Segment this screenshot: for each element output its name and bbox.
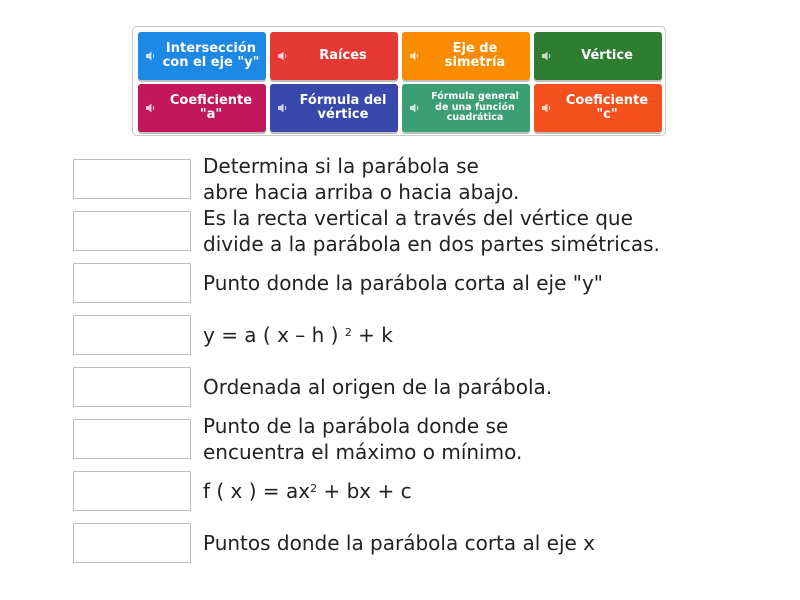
tile-label: Coeficiente "c"	[565, 93, 649, 122]
formula-text: + k	[351, 323, 393, 347]
tile-vertice[interactable]	[534, 32, 662, 80]
formula-exponent: 2	[310, 482, 318, 495]
drop-slot[interactable]	[73, 523, 191, 563]
tile-formula-del-vertice[interactable]	[270, 84, 398, 132]
drop-slot[interactable]	[73, 211, 191, 251]
formula-text: y = a ( x – h )	[203, 323, 345, 347]
tile-label: Intersección con el eje "y"	[162, 41, 260, 70]
formula-text: f ( x ) = ax	[203, 479, 311, 503]
drop-slot[interactable]	[73, 315, 191, 355]
drop-slot[interactable]	[73, 367, 191, 407]
row-formula-general	[203, 471, 783, 511]
match-row	[73, 315, 773, 357]
speaker-icon[interactable]	[277, 50, 289, 62]
speaker-icon[interactable]	[541, 50, 553, 62]
drop-slot[interactable]	[73, 263, 191, 303]
row-description: Punto donde la parábola corta al eje "y"	[203, 271, 603, 295]
speaker-icon[interactable]	[541, 102, 553, 114]
tile-coeficiente-c[interactable]	[534, 84, 662, 132]
tile-label: Fórmula general de una función cuadrática	[431, 91, 519, 124]
speaker-icon[interactable]	[409, 102, 421, 114]
row-description: Determina si la parábola se abre hacia arriba o hacia abajo.	[203, 154, 520, 204]
row-description: Punto de la parábola donde se encuentra el máximo o mínimo.	[203, 414, 523, 464]
tile-formula-general[interactable]	[402, 84, 530, 132]
tile-eje-de-simetria[interactable]	[402, 32, 530, 80]
speaker-icon[interactable]	[409, 50, 421, 62]
row-description: Puntos donde la parábola corta al eje x	[203, 531, 596, 555]
speaker-icon[interactable]	[145, 102, 157, 114]
tile-label: Fórmula del vértice	[299, 93, 387, 122]
tile-label: Raíces	[319, 48, 367, 63]
match-row	[73, 206, 773, 256]
drop-slot[interactable]	[73, 471, 191, 511]
row-description: Es la recta vertical a través del vértice que divide a la parábola en dos partes simétricas.	[203, 206, 660, 256]
match-row	[73, 523, 773, 565]
row-description: Ordenada al origen de la parábola.	[203, 375, 553, 399]
formula-text: + bx + c	[317, 479, 412, 503]
drop-slot[interactable]	[73, 419, 191, 459]
formula-exponent: 2	[344, 326, 352, 339]
tile-raices[interactable]	[270, 32, 398, 80]
row-formula-vertex	[203, 315, 783, 355]
match-row	[73, 154, 773, 204]
speaker-icon[interactable]	[277, 102, 289, 114]
drop-slot[interactable]	[73, 159, 191, 199]
match-row	[73, 367, 773, 409]
speaker-icon[interactable]	[145, 50, 157, 62]
tile-label: Coeficiente "a"	[169, 93, 253, 122]
tile-label: Eje de simetría	[444, 41, 506, 70]
tile-label: Vértice	[581, 48, 633, 63]
tile-interseccion-eje-y[interactable]	[138, 32, 266, 80]
match-row	[73, 263, 773, 305]
match-row	[73, 414, 773, 464]
tile-coeficiente-a[interactable]	[138, 84, 266, 132]
match-row	[73, 471, 773, 513]
answer-bank	[132, 26, 666, 136]
